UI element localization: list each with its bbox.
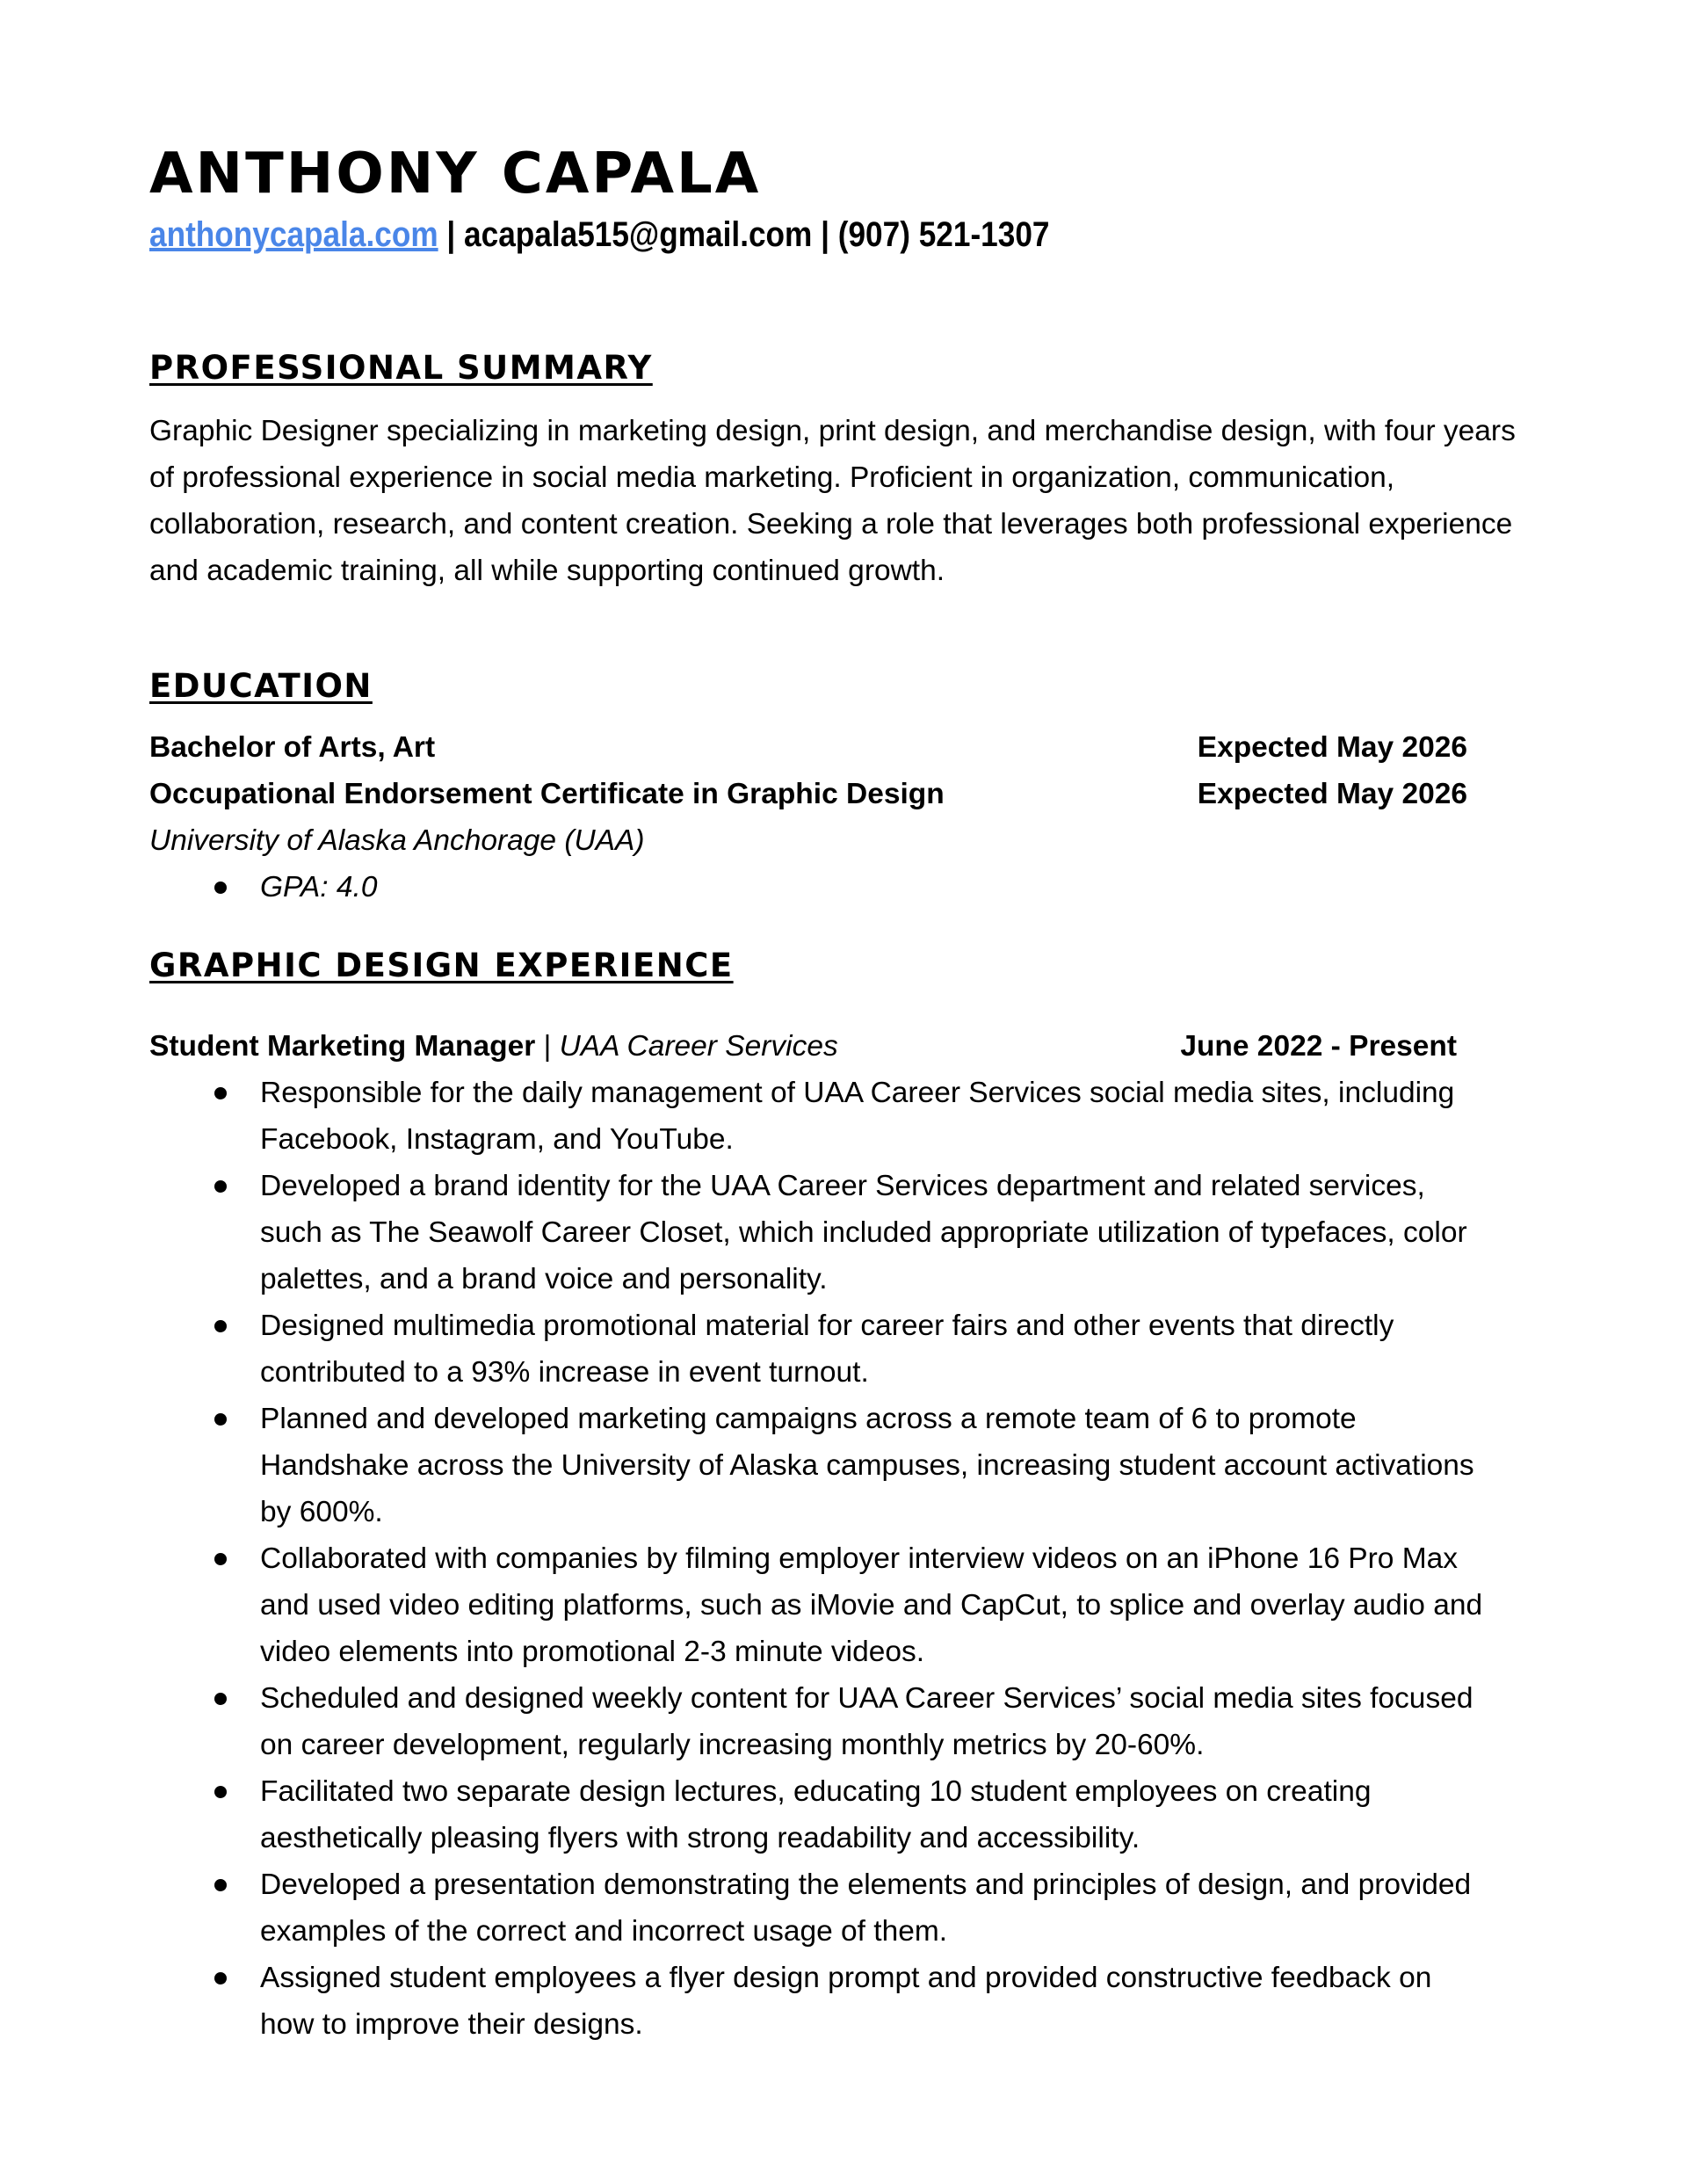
education-bullets	[149, 864, 1520, 911]
degree-date: Expected May 2026	[1197, 731, 1467, 764]
bullet-text: Developed a brand identity for the UAA Career Services department and related services, such as The Seawolf Career Closet, which included appropriate utilization of typefaces, color palettes, and a brand voice and personality.	[260, 1170, 1467, 1295]
contact-line	[149, 211, 1356, 258]
bullet-text: Facilitated two separate design lectures, educating 10 student employees on creating aesthetically pleasing flyers with strong readability and accessibility.	[260, 1775, 1372, 1854]
list-item	[149, 1396, 1485, 1535]
bullet-text: Collaborated with companies by filming employer interview videos on an iPhone 16 Pro Max and used video editing platforms, such as iMovie and CapCut, to splice and overlay audio and video elements into promotional 2-3 minute videos.	[260, 1542, 1483, 1668]
summary-heading: PROFESSIONAL SUMMARY	[149, 349, 653, 387]
degree-row	[149, 771, 1467, 817]
bullet-icon	[214, 1786, 227, 1798]
job-title-group	[149, 1023, 838, 1070]
job-org: UAA Career Services	[559, 1030, 838, 1063]
bullet-icon	[214, 1879, 227, 1891]
bullet-text: Planned and developed marketing campaigns across a remote team of 6 to promote Handshake across the University of Alaska campuses, increasing student account activations by 600%.	[260, 1403, 1474, 1528]
bullet-icon	[214, 1972, 227, 1984]
bullet-text: Responsible for the daily management of UAA Career Services social media sites, including Facebook, Instagram, and YouTube.	[260, 1077, 1455, 1156]
bullet-icon	[214, 1553, 227, 1565]
candidate-name: ANTHONY CAPALA	[149, 141, 762, 207]
list-item	[149, 1535, 1485, 1675]
education-heading: EDUCATION	[149, 667, 373, 705]
job-bullets	[149, 1070, 1485, 2048]
degree-row	[149, 724, 1467, 771]
list-item	[149, 864, 1520, 911]
summary-text: Graphic Designer specializing in marketing design, print design, and merchandise design, with four years of professional experience in social media marketing. Proficient in organization, communication, collaboration, research, and content creation. Seeking a role that leverages both professional experience and academic training, all while supporting continued growth.	[149, 415, 1516, 587]
list-item	[149, 1768, 1485, 1861]
education-block	[149, 724, 1520, 911]
list-item	[149, 1955, 1485, 2048]
job-separator: |	[535, 1030, 560, 1063]
degree-name: Bachelor of Arts, Art	[149, 731, 436, 764]
job-header-row	[149, 1023, 1457, 1070]
list-item	[149, 1070, 1485, 1163]
bullet-icon	[214, 882, 227, 894]
bullet-icon	[214, 1320, 227, 1332]
job-entry	[149, 1023, 1520, 2048]
contact-separator: |	[812, 215, 838, 254]
job-dates: June 2022 - Present	[1180, 1030, 1457, 1063]
list-item	[149, 1163, 1485, 1302]
bullet-icon	[214, 1180, 227, 1193]
experience-heading: GRAPHIC DESIGN EXPERIENCE	[149, 947, 734, 984]
degree-name: Occupational Endorsement Certificate in Graphic Design	[149, 778, 945, 810]
email-text: acapala515@gmail.com	[464, 215, 813, 254]
list-item	[149, 1861, 1485, 1955]
phone-text: (907) 521-1307	[837, 215, 1050, 254]
resume-page	[149, 141, 1520, 2048]
list-item	[149, 1302, 1485, 1396]
contact-separator: |	[438, 215, 465, 254]
website-link[interactable]: anthonycapala.com	[149, 215, 438, 254]
bullet-text: Developed a presentation demonstrating the elements and principles of design, and provided examples of the correct and incorrect usage of them.	[260, 1868, 1472, 1948]
bullet-icon	[214, 1693, 227, 1705]
bullet-text: Scheduled and designed weekly content for UAA Career Services’ social media sites focused on career development, regularly increasing monthly metrics by 20-60%.	[260, 1682, 1473, 1761]
list-item	[149, 1675, 1485, 1768]
bullet-text: Designed multimedia promotional material for career fairs and other events that directly contributed to a 93% increase in event turnout.	[260, 1310, 1394, 1389]
bullet-text: Assigned student employees a flyer design prompt and provided constructive feedback on how to improve their designs.	[260, 1962, 1432, 2041]
school-name: University of Alaska Anchorage (UAA)	[149, 824, 645, 857]
bullet-text: GPA: 4.0	[260, 871, 378, 903]
job-role: Student Marketing Manager	[149, 1030, 536, 1063]
degree-date: Expected May 2026	[1197, 778, 1467, 810]
bullet-icon	[214, 1413, 227, 1426]
bullet-icon	[214, 1087, 227, 1099]
